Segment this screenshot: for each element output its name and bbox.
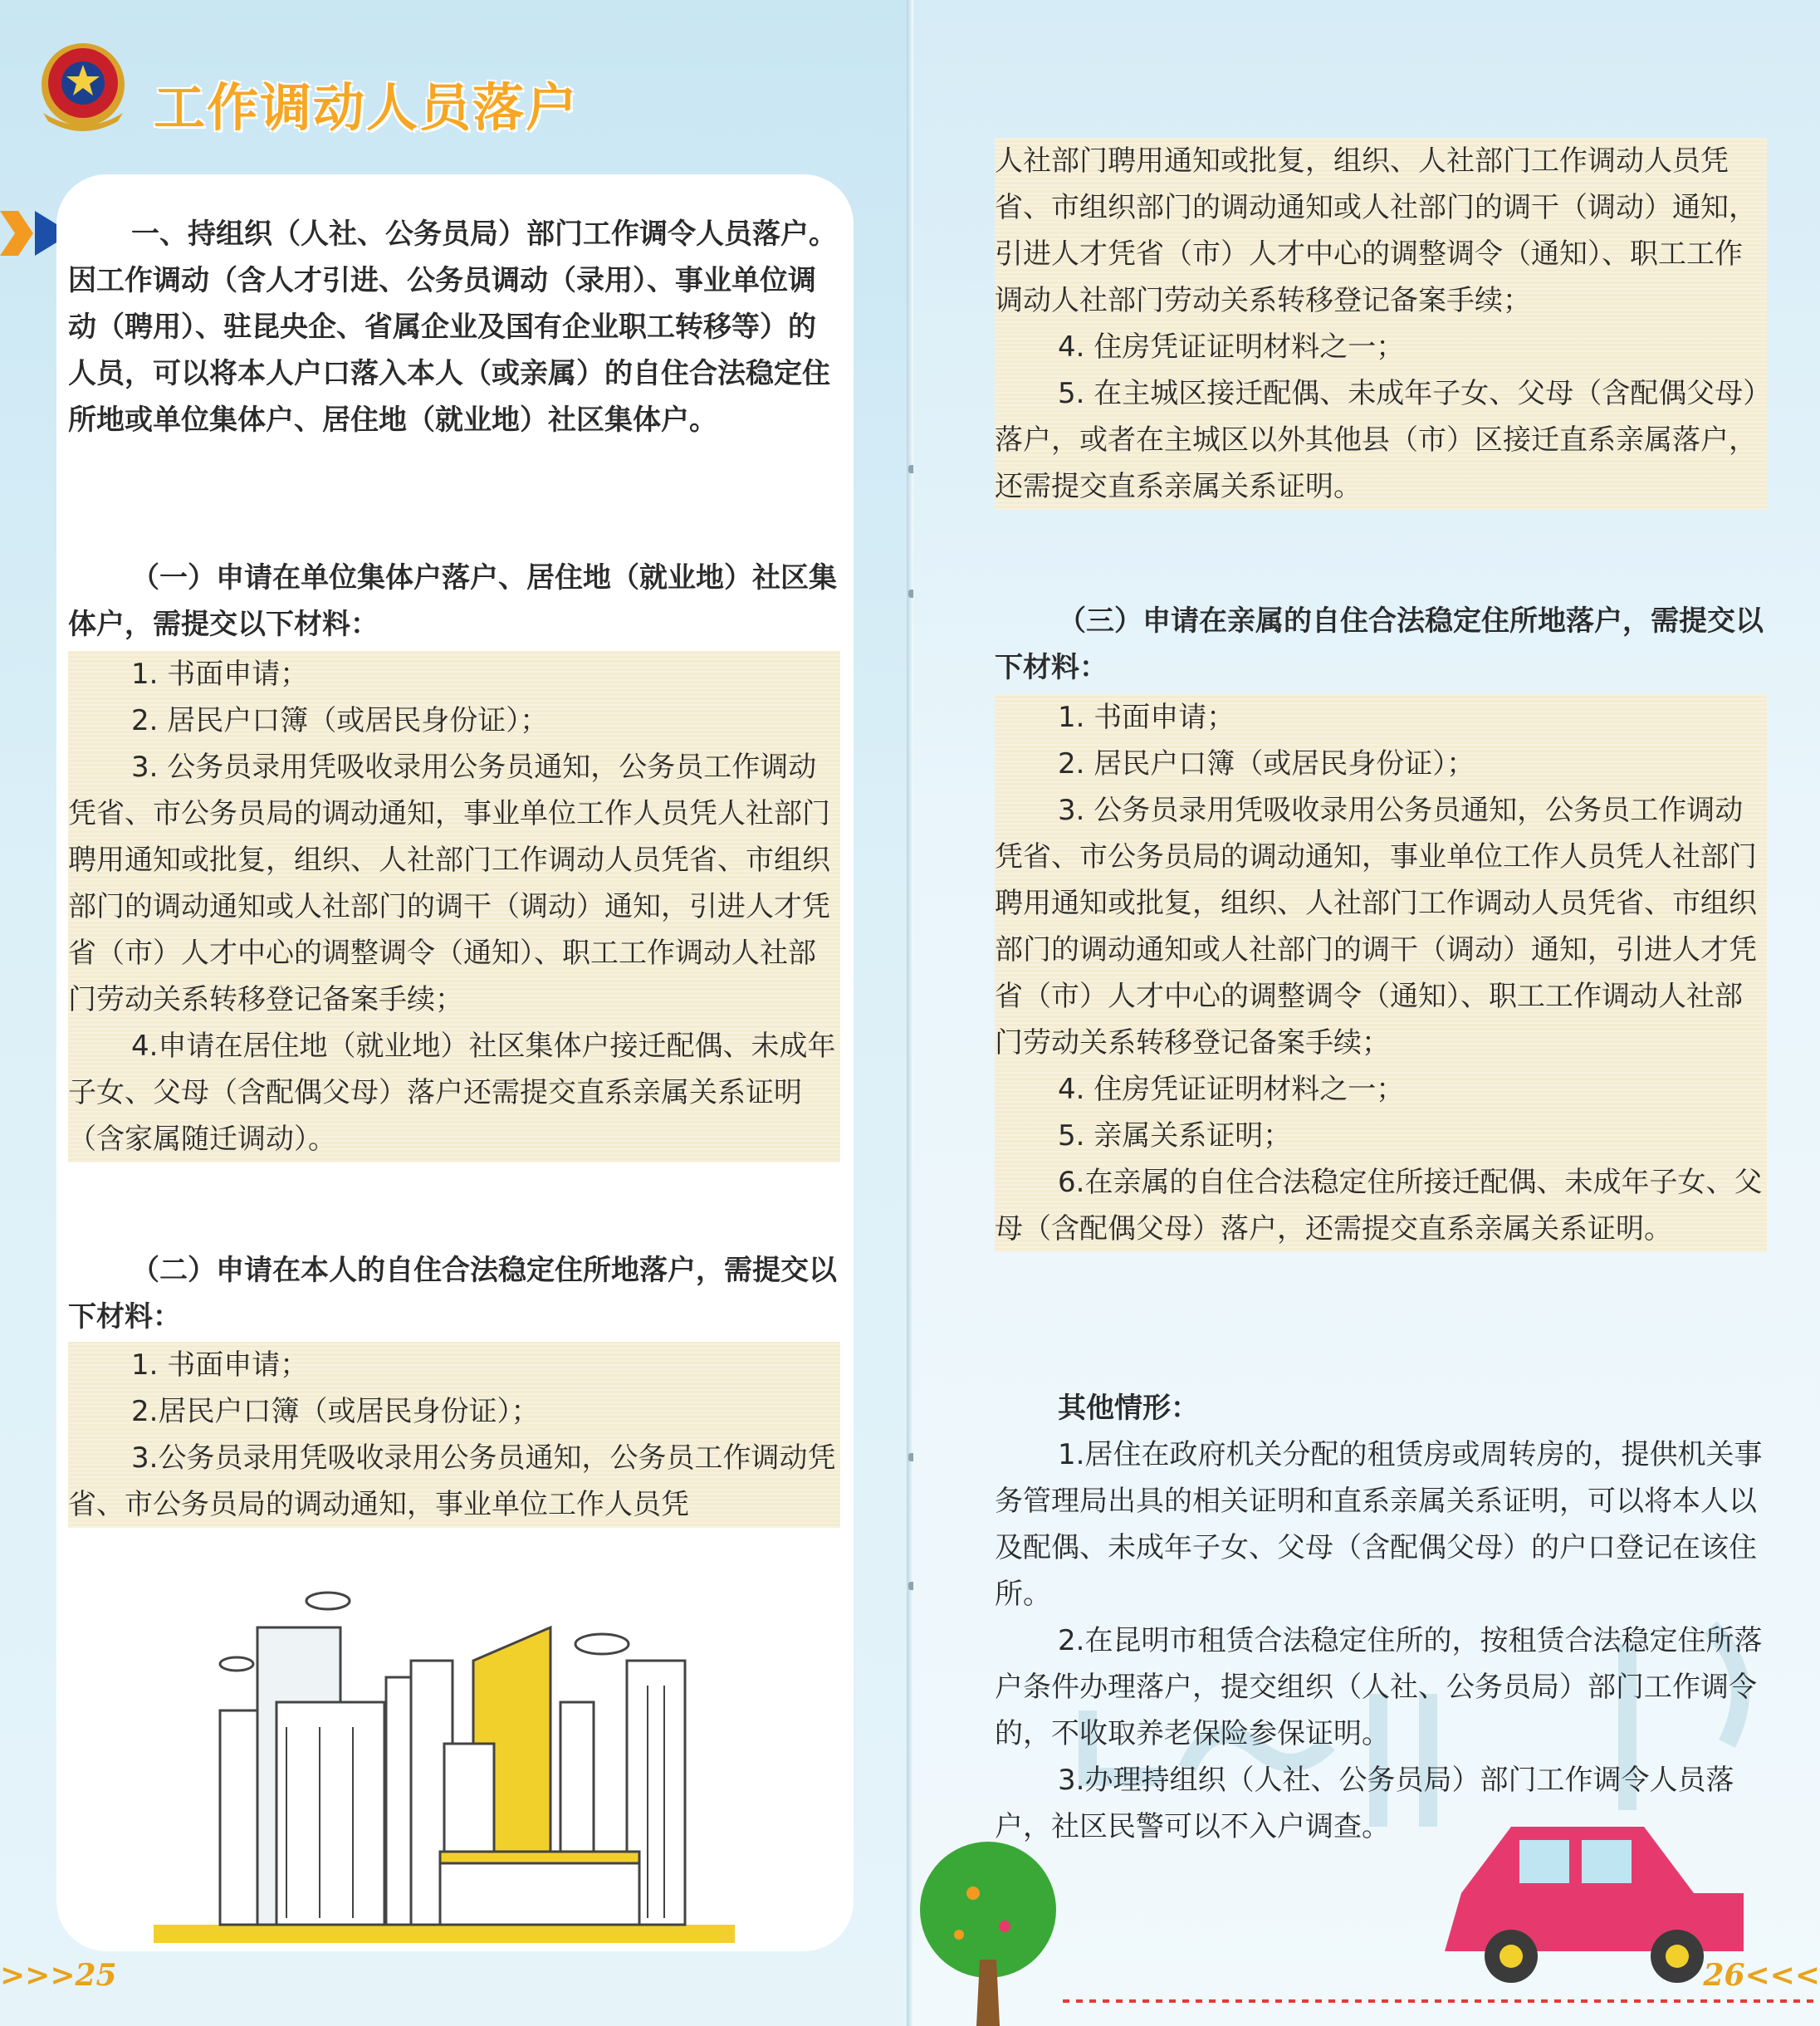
list-item: 1. 书面申请； — [131, 658, 309, 691]
section3-heading: （三）申请在亲属的自住合法稳定住所地落户，需提交以下材料： — [995, 604, 1764, 684]
list-item: 5. 亲属关系证明； — [1058, 1119, 1292, 1152]
list-item: 2.居民户口簿（或居民身份证）； — [131, 1395, 540, 1428]
page-title: 工作调动人员落户 — [154, 77, 580, 138]
other-cases-heading: 其他情形： — [1058, 1392, 1199, 1425]
section2-materials — [68, 1342, 840, 1528]
section1-materials — [68, 651, 840, 1162]
list-item: 2.在昆明市租赁合法稳定住所的，按租赁合法稳定住所落户条件办理落户，提交组织（人社、公务员局）部门工作调令的，不收取养老保险参保证明。 — [995, 1624, 1763, 1750]
list-item: 4. 住房凭证证明材料之一； — [1058, 1073, 1405, 1106]
left-page-number: >>>25 — [0, 1958, 117, 1993]
list-item: 1. 书面申请； — [131, 1348, 309, 1382]
list-item: 3.公务员录用凭吸收录用公务员通知，公务员工作调动凭省、市公务员局的调动通知，事业单位工作人员凭 — [68, 1441, 836, 1521]
list-item: 4. 住房凭证证明材料之一； — [1058, 330, 1405, 364]
list-item: 3. 公务员录用凭吸收录用公务员通知，公务员工作调动凭省、市公务员局的调动通知，事业单位工作人员凭人社部门聘用通知或批复，组织、人社部门工作调动人员凭省、市组织部门的调动通知或人社部门的调干（调动）通知，引进人才凭省（市）人才中心的调整调令（通知）、职工工作调动人社部门劳动关系转移登记备案手续； — [995, 794, 1757, 1059]
list-item: 6.在亲属的自住合法稳定住所接迁配偶、未成年子女、父母（含配偶父母）落户，还需提交直系亲属关系证明。 — [995, 1166, 1763, 1245]
right-page-number: 26<<< — [1703, 1958, 1820, 1993]
list-item: 3.办理持组织（人社、公务员局）部门工作调令人员落户，社区民警可以不入户调查。 — [995, 1764, 1734, 1843]
city-buildings-illustration — [154, 1578, 735, 1951]
list-item: 1. 书面申请； — [1058, 701, 1235, 734]
section2-materials-continued — [995, 138, 1767, 510]
police-emblem-icon — [32, 35, 135, 138]
intro-paragraph: 一、持组织（人社、公务员局）部门工作调令人员落户。因工作调动（含人才引进、公务员调动（录用）、事业单位调动（聘用）、驻昆央企、省属企业及国有企业职工转移等）的人员，可以将本人户口落入本人（或亲属）的自住合法稳定住所地或单位集体户、居住地（就业地）社区集体户。 — [68, 218, 837, 437]
right-page — [913, 0, 1820, 2026]
list-item: 2. 居民户口簿（或居民身份证）； — [1058, 747, 1475, 781]
list-item: 人社部门聘用通知或批复，组织、人社部门工作调动人员凭省、市组织部门的调动通知或人社部门的调干（调动）通知，引进人才凭省（市）人才中心的调整调令（通知）、职工工作调动人社部门劳动关系转移登记备案手续； — [995, 144, 1757, 317]
list-item: 5. 在主城区接迁配偶、未成年子女、父母（含配偶父母）落户，或者在主城区以外其他县（市）区接迁直系亲属落户，还需提交直系亲属关系证明。 — [995, 377, 1758, 503]
section2-heading: （二）申请在本人的自住合法稳定住所地落户，需提交以下材料： — [68, 1254, 837, 1334]
section3-materials — [995, 694, 1767, 1252]
list-item: 2. 居民户口簿（或居民身份证）； — [131, 704, 549, 737]
list-item: 3. 公务员录用凭吸收录用公务员通知，公务员工作调动凭省、市公务员局的调动通知，事业单位工作人员凭人社部门聘用通知或批复，组织、人社部门工作调动人员凭省、市组织部门的调动通知或人社部门的调干（调动）通知，引进人才凭省（市）人才中心的调整调令（通知）、职工工作调动人社部门劳动关系转移登记备案手续； — [68, 751, 830, 1016]
list-item: 4.申请在居住地（就业地）社区集体户接迁配偶、未成年子女、父母（含配偶父母）落户还需提交直系亲属关系证明（含家属随迁调动）。 — [68, 1030, 836, 1156]
section1-heading: （一）申请在单位集体户落户、居住地（就业地）社区集体户，需提交以下材料： — [68, 561, 837, 641]
other-cases-list — [995, 1431, 1767, 1850]
list-item: 1.居住在政府机关分配的租赁房或周转房的，提供机关事务管理局出具的相关证明和直系亲属关系证明，可以将本人以及配偶、未成年子女、父母（含配偶父母）的户口登记在该住所。 — [995, 1438, 1763, 1611]
